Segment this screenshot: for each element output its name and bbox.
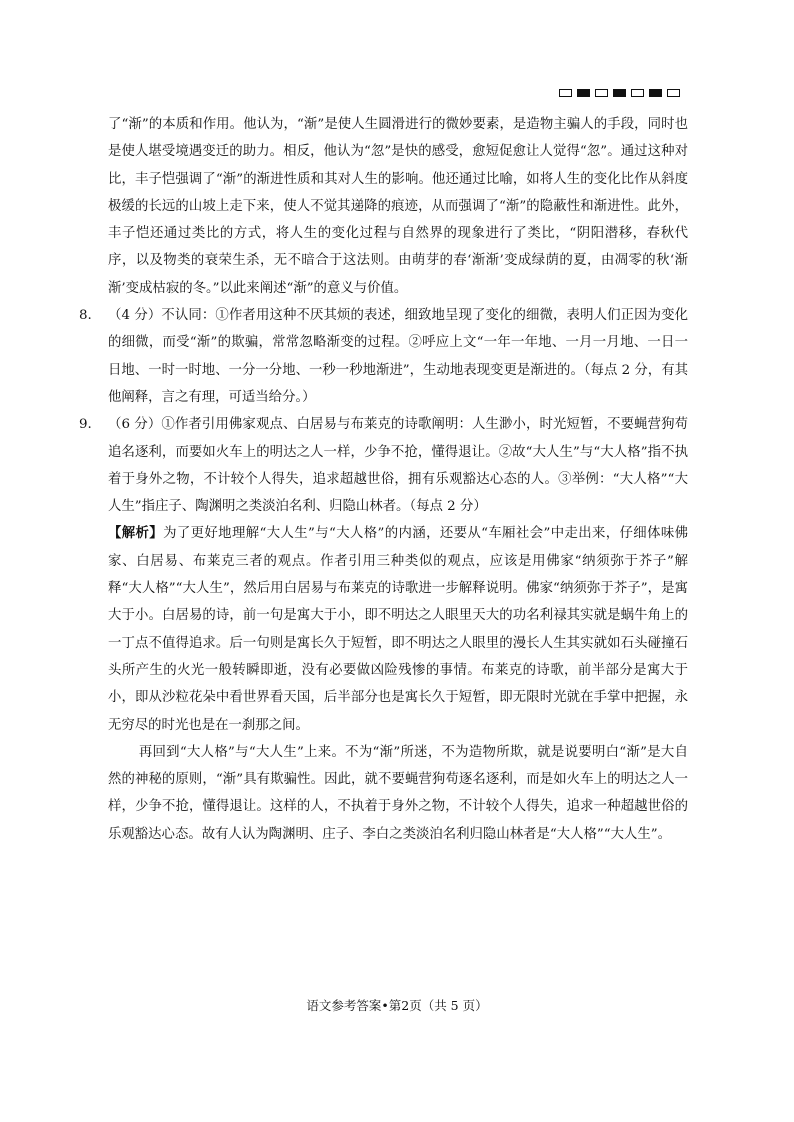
page-footer: 语文参考答案•第2页（共 5 页） xyxy=(306,998,488,1013)
question-8-answer xyxy=(79,302,688,411)
filled-square-mark xyxy=(649,89,662,97)
header-marks xyxy=(559,89,680,97)
hollow-square-mark xyxy=(631,89,644,97)
q7-continuation: 了“渐”的本质和作用。他认为，“渐”是使人生圆滑进行的微妙要素，是造物主骗人的手段，同时也是使人堪受境遇变迁的助力。相反，他认为“忽”是快的感受，愈短促愈让人觉得“忽”。通过这种对比，丰子恺强调了“渐”的渐进性质和其对人生的影响。他还通过比喻，如将人生的变化比作从斜度极缓的长远的山坡上走下来，使人不觉其递降的痕迹，从而强调了“渐”的隐蔽性和渐进性。此外，丰子恺还通过类比的方式，将人生的变化过程与自然界的现象进行了类比，“阴阳潜移，春秋代序，以及物类的衰荣生杀，无不暗合于这法则。由萌芽的春‘渐渐’变成绿荫的夏，由凋零的秋‘渐渐’变成枯寂的冬。”以此来阐述“渐”的意义与价值。 xyxy=(108,117,688,296)
question-9-text: （6 分）①作者引用佛家观点、白居易与布莱克的诗歌阐明：人生渺小，时光短暂，不要蝇营狗苟追名逐利，而要如火车上的明达之人一样，少争不抢，懂得退让。②故“大人生”与“大人格”指不执着于身外之物，不计较个人得失，追求超越世俗，拥有乐观豁达心态的人。③举例：“大人格”“大人生”指庄子、陶渊明之类淡泊名利、归隐山林者。（每点 2 分） xyxy=(108,417,688,515)
question-number: 8. xyxy=(79,308,92,324)
answer-content xyxy=(79,111,689,848)
question-9-answer xyxy=(79,411,688,520)
analysis-paragraph xyxy=(108,520,688,738)
analysis-paragraph-2: 再回到“大人格”与“大人生”上来。不为“渐”所迷，不为造物所欺，就是说要明白“渐”是大自然的神秘的原则，“渐”具有欺骗性。因此，就不要蝇营狗苟逐名逐利，而是如火车上的明达之人一样，少争不抢，懂得退让。这样的人，不执着于身外之物，不计较个人得失，追求一种超越世俗的乐观豁达心态。故有人认为陶渊明、庄子、李白之类淡泊名利归隐山林者是“大人格”“大人生”。 xyxy=(108,744,688,842)
filled-square-mark xyxy=(577,89,590,97)
hollow-square-mark xyxy=(595,89,608,97)
analysis-text: 为了更好地理解“大人生”与“大人格”的内涵，还要从“车厢社会”中走出来，仔细体味佛家、白居易、布莱克三者的观点。作者引用三种类似的观点，应该是用佛家“纳须弥于芥子”解释“大人格”“大人生”，然后用白居易与布莱克的诗歌进一步解释说明。佛家“纳须弥于芥子”，是寓大于小。白居易的诗，前一句是寓大于小，即不明达之人眼里天大的功名利禄其实就是蜗牛角上的一丁点不值得追求。后一句则是寓长久于短暂，即不明达之人眼里的漫长人生其实就如石头碰撞石头所产生的火光一般转瞬即逝，没有必要做凶险残惨的事情。布莱克的诗歌，前半部分是寓大于小，即从沙粒花朵中看世界看天国，后半部分也是寓长久于短暂，即无限时光就在手掌中把握，永无穷尽的时光也是在一刹那之间。 xyxy=(108,526,689,733)
hollow-square-mark xyxy=(667,89,680,97)
analysis-label: 【解析】 xyxy=(108,525,164,542)
hollow-square-mark xyxy=(559,89,572,97)
filled-square-mark xyxy=(613,89,626,97)
question-number: 9. xyxy=(79,417,92,433)
question-8-text: （4 分）不认同：①作者用这种不厌其烦的表述，细致地呈现了变化的细微，表明人们正因为变化的细微，而受“渐”的欺骗，常常忽略渐变的过程。②呼应上文“一年一年地、一月一月地、一日一日地、一时一时地、一分一分地、一秒一秒地渐进”，生动地表现变更是渐进的。（每点 2 分，有其他阐释，言之有理，可适当给分。） xyxy=(108,308,688,405)
